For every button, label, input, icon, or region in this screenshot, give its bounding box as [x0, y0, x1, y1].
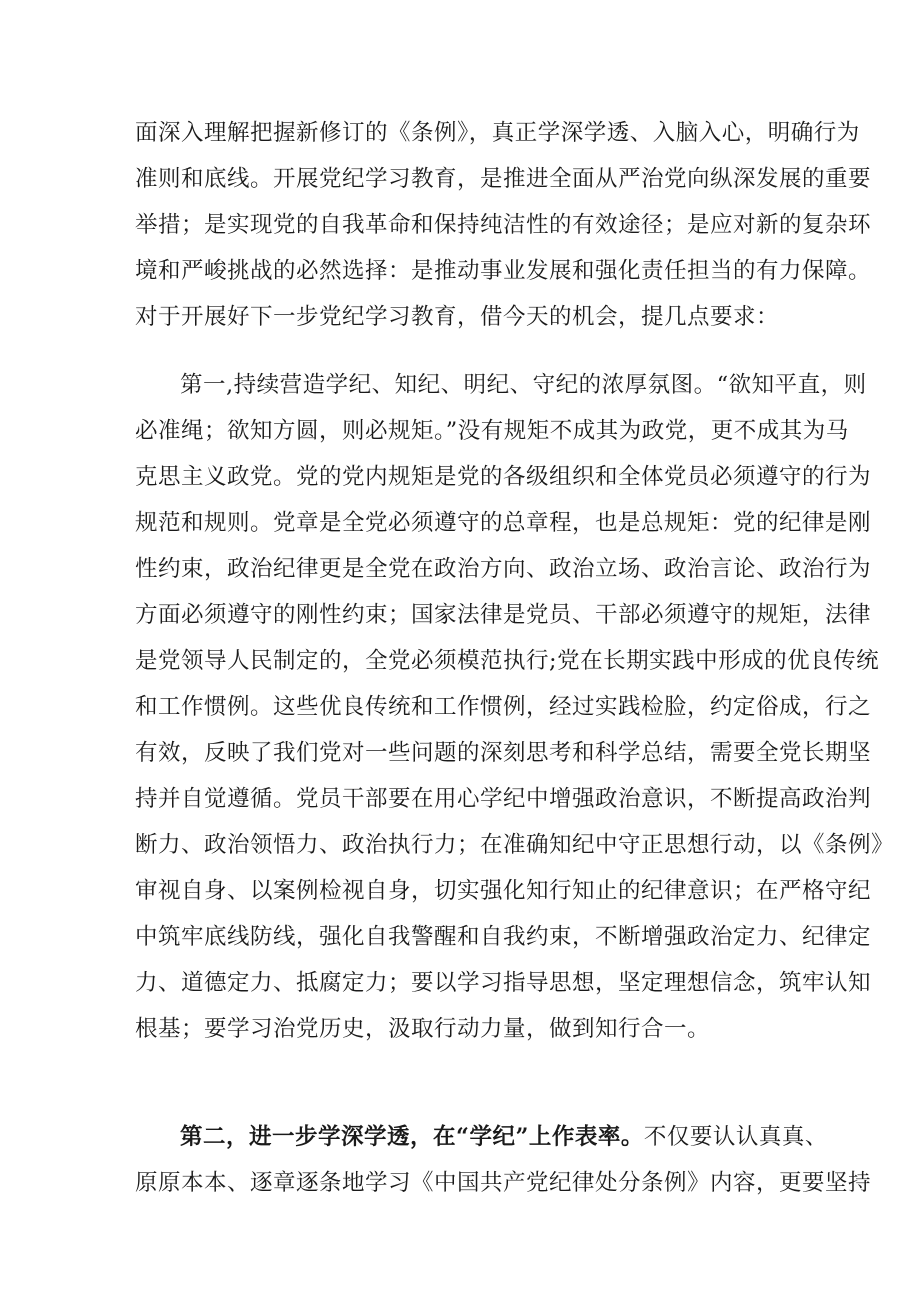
- paragraph-text: 不仅要认认真真、: [643, 1124, 828, 1150]
- paragraph-line: 力、道德定力、抵腐定力；要以学习指导思想，坚定理想信念，筑牢认知: [135, 970, 872, 996]
- paragraph-line: 面深入理解把握新修订的《条例》，真正学深学透、入脑入心，明确行为: [135, 120, 860, 146]
- paragraph-line: 有效，反映了我们党对一些问题的深刻思考和科学总结，需要全党长期坚: [135, 740, 872, 766]
- paragraph-line: 方面必须遵守的刚性约束；国家法律是党员、干部必须遵守的规矩，法律: [135, 602, 872, 628]
- paragraph-line: 是党领导人民制定的，全党必须模范执行;党在长期实践中形成的优良传统: [135, 648, 880, 674]
- paragraph-line: 性约束，政治纪律更是全党在政治方向、政治立场、政治言论、政治行为: [135, 556, 872, 582]
- paragraph-line: 断力、政治领悟力、政治执行力；在准确知纪中守正思想行动，以《条例》: [135, 832, 895, 858]
- paragraph-line: 第一,持续营造学纪、知纪、明纪、守纪的浓厚氛图。“欲知平直，则: [180, 372, 867, 398]
- paragraph-line: 准则和底线。开展党纪学习教育，是推进全面从严治党向纵深发展的重要: [135, 166, 872, 192]
- paragraph-line: 克思主义政党。党的党内规矩是党的各级组织和全体党员必须遵守的行为: [135, 464, 872, 490]
- section-heading: 第二，进一步学深学透，在“学纪”上作表率。: [180, 1124, 644, 1150]
- paragraph-line: 必准绳；欲知方圆，则必规矩。”没有规矩不成其为政党，更不成其为马: [135, 418, 849, 444]
- paragraph-line: 持并自觉遵循。党员干部要在用心学纪中增强政治意识，不断提高政治判: [135, 786, 872, 812]
- paragraph-line: 根基；要学习治党历史，汲取行动力量，做到知行合一。: [135, 1016, 711, 1042]
- paragraph-line: 和工作惯例。这些优良传统和工作惯例，经过实践检脸，约定俗成，行之: [135, 694, 872, 720]
- paragraph-line: 举措；是实现党的自我革命和保持纯洁性的有效途径；是应对新的复杂环: [135, 212, 872, 238]
- paragraph-line: 审视自身、以案例检视自身，切实强化知行知止的纪律意识；在严格守纪: [135, 878, 872, 904]
- paragraph-line: 中筑牢底线防线，强化自我警醒和自我约束，不断增强政治定力、纪律定: [135, 924, 872, 950]
- paragraph-line: [180, 1117, 828, 1157]
- paragraph-line: 规范和规则。党章是全党必须遵守的总章程，也是总规矩：党的纪律是刚: [135, 510, 872, 536]
- paragraph-line: 对于开展好下一步党纪学习教育，借今天的机会，提几点要求：: [135, 304, 780, 330]
- paragraph-line: 境和严峻挑战的必然选择：是推动事业发展和强化责任担当的有力保障。: [135, 258, 872, 284]
- paragraph-line: 原原本本、逐章逐条地学习《中国共产党纪律处分条例》内容，更要坚持: [135, 1170, 872, 1196]
